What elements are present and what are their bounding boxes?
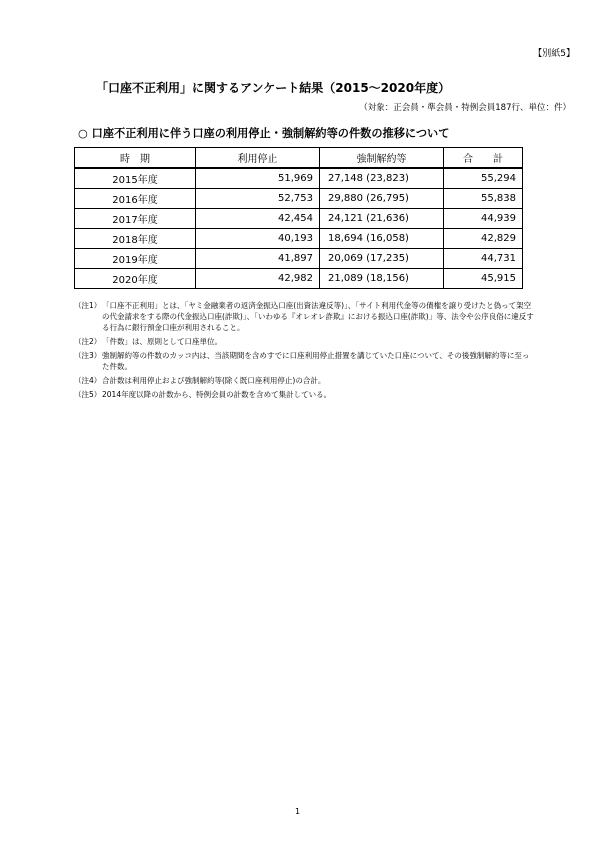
forced-closure-cell: 20,069 (17,235) <box>320 249 444 269</box>
total-cell: 44,939 <box>444 209 523 229</box>
page-number: 1 <box>294 807 301 816</box>
survey-scope-note: （対象：正会員・準会員・特例会員187行、単位：件） <box>359 103 571 113</box>
table-row <box>75 249 523 269</box>
section-heading: ○ 口座不正利用に伴う口座の利用停止・強制解約等の件数の推移について <box>78 127 450 140</box>
usage-stop-cell: 41,897 <box>196 249 320 269</box>
total-cell: 45,915 <box>444 269 523 289</box>
period-cell: 2016年度 <box>75 189 196 209</box>
note-text: 「件数」は、原則として口座単位。 <box>102 337 222 346</box>
note-tag: （注5） <box>74 390 102 399</box>
header-period: 時 期 <box>75 148 196 169</box>
forced-closure-cell: 27,148 (23,823) <box>320 168 444 189</box>
table-header-row <box>75 148 523 169</box>
period-cell: 2017年度 <box>75 209 196 229</box>
note-tag: （注3） <box>74 351 102 360</box>
table-row <box>75 269 523 289</box>
note-item <box>74 300 534 333</box>
usage-stop-cell: 52,753 <box>196 189 320 209</box>
note-text: 強制解約等の件数のカッコ内は、当該期間を含めすでに口座利用停止措置を講じていた口座について、その後強制解約等に至った件数。 <box>102 351 530 371</box>
notes-section <box>74 300 534 403</box>
note-tag: （注4） <box>74 376 102 385</box>
total-cell: 44,731 <box>444 249 523 269</box>
usage-stop-cell: 42,454 <box>196 209 320 229</box>
note-item <box>74 375 534 386</box>
header-usage-stop: 利用停止 <box>196 148 320 169</box>
note-text: 合計数は利用停止および強制解約等(除く既口座利用停止)の合計。 <box>102 376 326 385</box>
note-text: 「口座不正利用」とは、「ヤミ金融業者の返済金振込口座(出資法違反等)」、「サイト利用代金等の債権を譲り受けたと偽って架空の代金請求をする際の代金振込口座(詐欺)」、「いわゆる『オレオレ詐欺』における振込口座(詐欺)」等、法令や公序良俗に違反する行為に銀行預金口座が利用されること。 <box>102 301 534 332</box>
usage-stop-cell: 51,969 <box>196 168 320 189</box>
total-cell: 55,838 <box>444 189 523 209</box>
period-cell: 2015年度 <box>75 168 196 189</box>
page-title: 「口座不正利用」に関するアンケート結果（2015～2020年度） <box>96 81 451 95</box>
forced-closure-cell: 21,089 (18,156) <box>320 269 444 289</box>
header-forced-closure: 強制解約等 <box>320 148 444 169</box>
header-total: 合 計 <box>444 148 523 169</box>
table-row <box>75 229 523 249</box>
note-tag: （注1） <box>74 301 102 310</box>
note-item <box>74 336 534 347</box>
table-row <box>75 168 523 189</box>
forced-closure-cell: 18,694 (16,058) <box>320 229 444 249</box>
table-row <box>75 209 523 229</box>
period-cell: 2018年度 <box>75 229 196 249</box>
period-cell: 2019年度 <box>75 249 196 269</box>
total-cell: 42,829 <box>444 229 523 249</box>
period-cell: 2020年度 <box>75 269 196 289</box>
attachment-label: 【別紙5】 <box>533 49 575 59</box>
account-misuse-table <box>74 147 523 289</box>
total-cell: 55,294 <box>444 168 523 189</box>
note-item <box>74 350 534 372</box>
usage-stop-cell: 40,193 <box>196 229 320 249</box>
note-tag: （注2） <box>74 337 102 346</box>
forced-closure-cell: 24,121 (21,636) <box>320 209 444 229</box>
forced-closure-cell: 29,880 (26,795) <box>320 189 444 209</box>
note-text: 2014年度以降の計数から、特例会員の計数を含めて集計している。 <box>102 390 332 399</box>
usage-stop-cell: 42,982 <box>196 269 320 289</box>
table-row <box>75 189 523 209</box>
note-item <box>74 389 534 400</box>
